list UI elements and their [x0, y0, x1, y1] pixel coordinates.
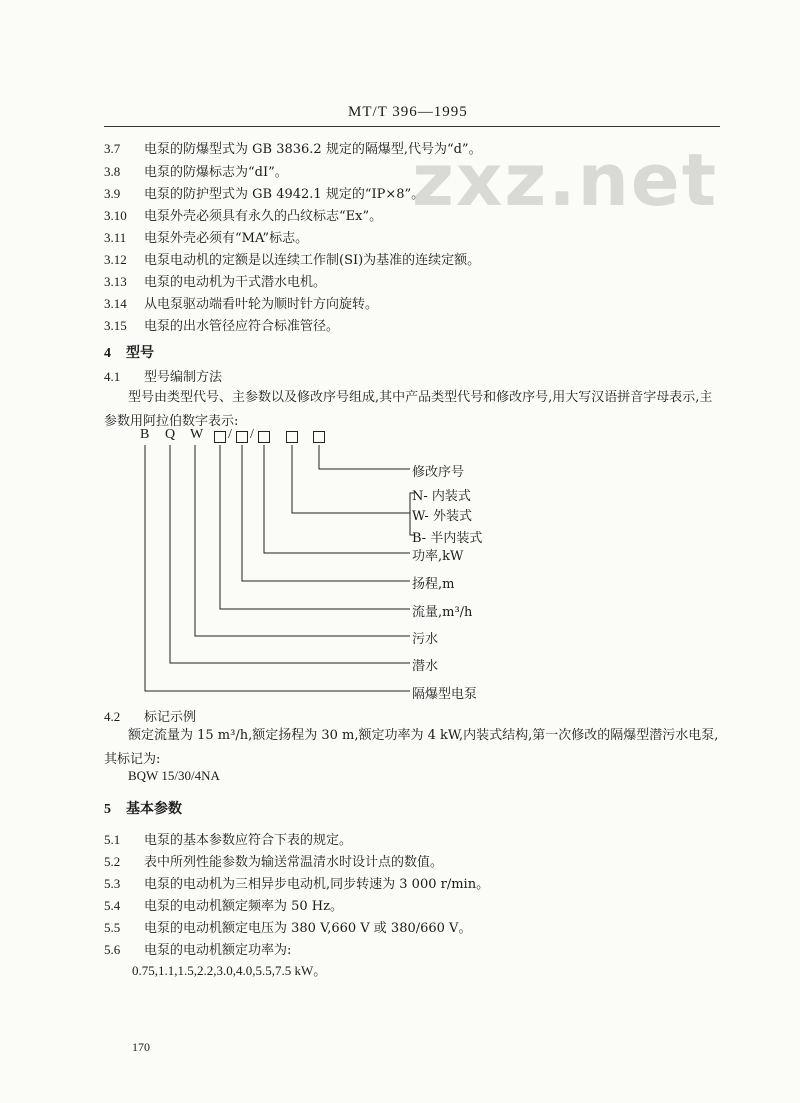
clause-text: 电泵的防爆型式为 GB 3836.2 规定的隔爆型,代号为“d”。: [144, 142, 482, 157]
section-number: 5: [104, 802, 111, 817]
clause-number: 3.7: [104, 141, 121, 156]
clause-text: 电泵的电动机额定电压为 380 V,660 V 或 380/660 V。: [144, 921, 472, 936]
section-title: 基本参数: [126, 801, 182, 817]
section-title: 型号: [126, 345, 154, 361]
clause-number: 4.1: [104, 369, 121, 384]
clause-number: 5.6: [104, 942, 121, 957]
clause-text: 电泵的防护型式为 GB 4942.1 规定的“IP×8”。: [144, 187, 425, 202]
section-number: 4: [104, 346, 111, 361]
label-outer-type: W- 外装式: [412, 509, 472, 524]
paragraph-marking-example: 额定流量为 15 m³/h,额定扬程为 30 m,额定功率为 4 kW,内装式结构,第一次修改的隔爆型潜污水电泵,其标记为:: [104, 728, 719, 767]
clause-number: 3.11: [104, 230, 127, 245]
label-sewage: 污水: [412, 632, 439, 647]
clause-text: 电泵的出水管径应符合标准管径。: [144, 319, 340, 334]
clause-text: 电泵的电动机额定功率为:: [144, 943, 292, 958]
marking-example-code: BQW 15/30/4NA: [128, 768, 220, 783]
code-letter-w: W: [190, 427, 204, 442]
label-semi-inner-type: B- 半内装式: [412, 531, 483, 546]
clause-text: 电泵电动机的定额是以连续工作制(SI)为基准的连续定额。: [144, 253, 481, 268]
clause-number: 5.3: [104, 876, 121, 891]
clause-number: 5.4: [104, 898, 121, 913]
clause-text: 电泵的防爆标志为“dI”。: [144, 165, 288, 180]
clause-number: 3.15: [104, 318, 127, 333]
clause-5-6: [104, 939, 291, 958]
watermark: zxz.net: [412, 138, 719, 222]
clause-number: 3.10: [104, 208, 127, 223]
label-inner-type: N- 内装式: [412, 489, 471, 504]
clause-text: 表中所列性能参数为输送常温清水时设计点的数值。: [144, 855, 444, 870]
section-5-heading: [104, 798, 182, 818]
code-letter-q: Q: [165, 427, 176, 442]
clause-number: 3.13: [104, 274, 127, 289]
clause-text: 标记示例: [144, 710, 197, 725]
page-number: 170: [132, 1040, 150, 1054]
clause-5-3: [104, 873, 489, 892]
label-submersible: 潜水: [412, 659, 439, 674]
clause-text: 型号编制方法: [144, 370, 223, 385]
page-header: MT/T 396—1995: [348, 104, 468, 120]
clause-5-1: [104, 829, 352, 848]
clause-text: 电泵的电动机为三相异步电动机,同步转速为 3 000 r/min。: [144, 877, 490, 892]
clause-5-5: [104, 917, 471, 936]
clause-text: 电泵的电动机额定频率为 50 Hz。: [144, 899, 343, 914]
clause-4-2: [104, 706, 196, 725]
clause-text: 电泵外壳必须具有永久的凸纹标志“Ex”。: [144, 209, 383, 224]
label-flameproof: 隔爆型电泵: [412, 687, 478, 702]
paragraph-model-composition: 型号由类型代号、主参数以及修改序号组成,其中产品类型代号和修改序号,用大写汉语拼音字母表示,主参数用阿拉伯数字表示:: [104, 390, 713, 429]
label-power: 功率,kW: [412, 549, 464, 564]
clause-text: 电泵外壳必须有“MA”标志。: [144, 231, 309, 246]
clause-5-2: [104, 851, 443, 870]
clause-number: 5.5: [104, 920, 121, 935]
code-letter-b: B: [140, 427, 150, 442]
label-flow: 流量,m³/h: [412, 605, 473, 620]
clause-number: 3.14: [104, 296, 127, 311]
clause-text: 电泵的电动机为干式潜水电机。: [144, 275, 327, 290]
label-revision: 修改序号: [412, 465, 465, 480]
clause-number: 3.12: [104, 252, 127, 267]
clause-number: 4.2: [104, 709, 121, 724]
clause-5-4: [104, 895, 343, 914]
power-values: 0.75,1.1,1.5,2.2,3.0,4.0,5.5,7.5 kW。: [132, 963, 327, 978]
clause-number: 5.2: [104, 854, 121, 869]
code-separator: /: [250, 427, 254, 442]
label-head: 扬程,m: [412, 577, 455, 592]
clause-number: 3.9: [104, 186, 121, 201]
clause-text: 电泵的基本参数应符合下表的规定。: [144, 833, 353, 848]
clause-number: 5.1: [104, 832, 121, 847]
code-separator: /: [228, 427, 232, 442]
clause-text: 从电泵驱动端看叶轮为顺时针方向旋转。: [144, 297, 379, 312]
clause-number: 3.8: [104, 164, 121, 179]
